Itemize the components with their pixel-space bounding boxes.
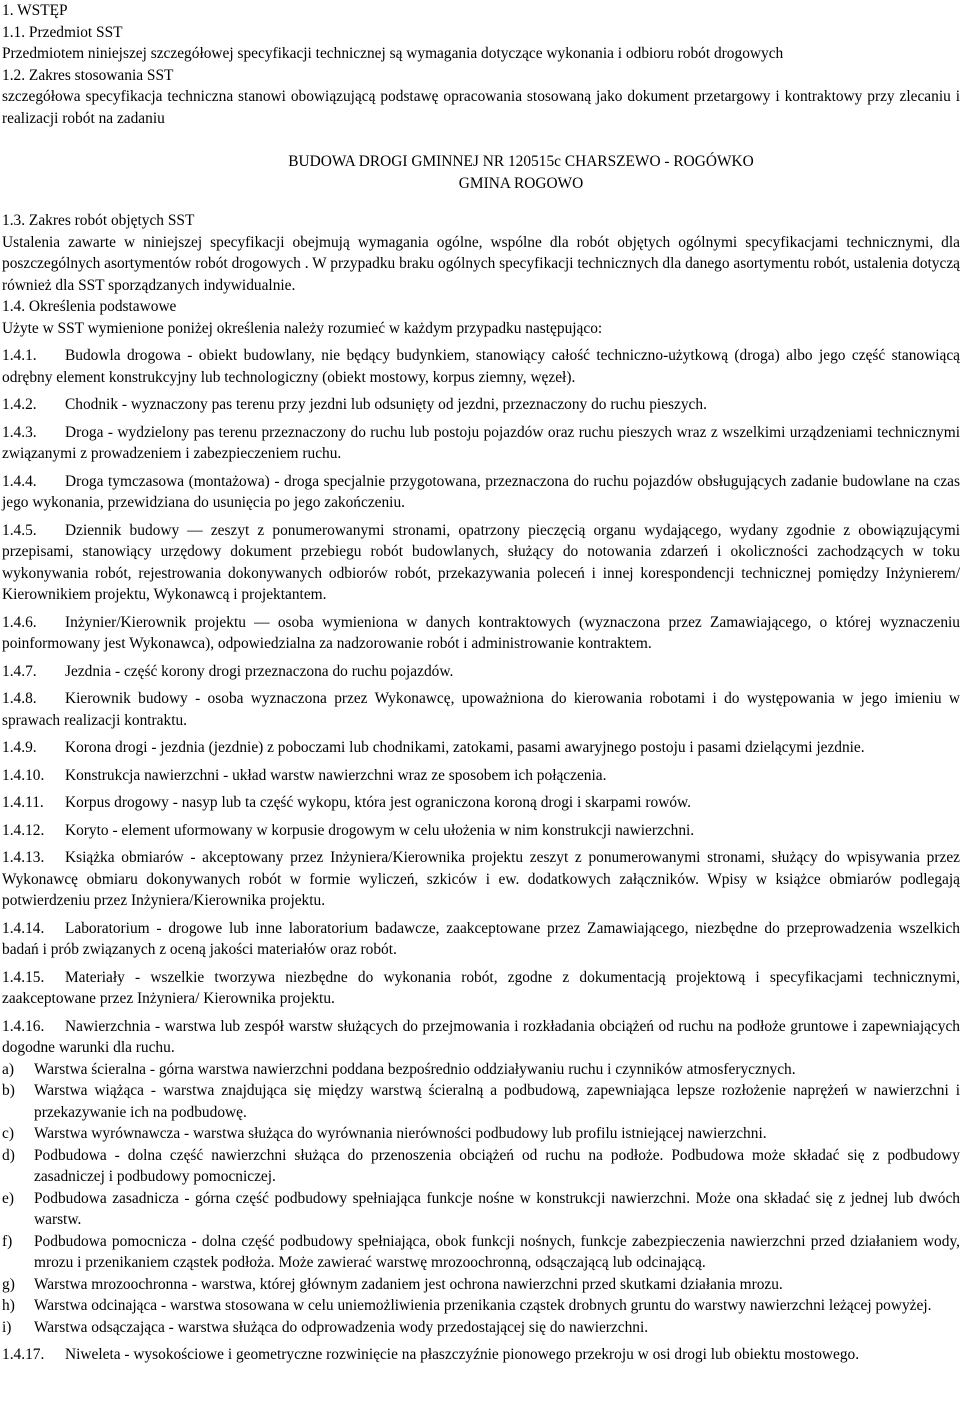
layer-label: d): [2, 1146, 15, 1164]
project-title-line2: GMINA ROGOWO: [458, 174, 584, 192]
definition-text: Droga - wydzielony pas terenu przeznaczony do ruchu lub postoju pojazdów oraz ruchu pieszych wraz z wszelkimi urządzeniami technicznymi związanymi z prowadzeniem i zabezpieczeniem ruchu.: [2, 423, 960, 462]
definition-number: 1.4.10.: [2, 766, 45, 784]
definition-item: [2, 422, 960, 465]
definition-text: Dziennik budowy — zeszyt z ponumerowanymi stronami, opatrzony pieczęcią organu wydającego, wydany zgodnie z obowiązującymi przepisami, stanowiący urzędowy dokument przebiegu robót budowlanych, służący do notowania zdarzeń i okoliczności zachodzących w toku wykonywania robót, rejestrowania dokonywanych odbiorów robót, przekazywania poleceń i innej korespondencji technicznej pomiędzy Inżynierem/ Kierownikiem projektu, Wykonawcą i projektantem.: [2, 521, 960, 603]
layer-list-item: [2, 1059, 960, 1081]
layer-list-item: [2, 1317, 960, 1339]
definition-text: Chodnik - wyznaczony pas terenu przy jezdni lub odsunięty od jezdni, przeznaczony do ruchu pieszych.: [65, 396, 707, 413]
definition-number: 1.4.17.: [2, 1346, 45, 1363]
layer-label: c): [2, 1125, 14, 1142]
definition-item: [2, 792, 960, 814]
definition-number: 1.4.15.: [2, 968, 45, 986]
definition-item: [2, 765, 960, 787]
definition-text: Koryto - element uformowany w korpusie drogowym w celu ułożenia w nim konstrukcji nawierzchni.: [65, 821, 695, 839]
definition-item: [2, 820, 960, 842]
definition-text: Droga tymczasowa (montażowa) - droga specjalnie przygotowana, przeznaczona do ruchu pojazdów obsługujących zadanie budowlane na czas jego wykonania, przewidziana do usunięcia po jego zakończeniu.: [2, 472, 960, 511]
definition-text: Konstrukcja nawierzchni - układ warstw nawierzchni wraz ze sposobem ich połączenia.: [65, 766, 607, 784]
section-heading-1: 1. WSTĘP: [2, 2, 68, 19]
layer-list-item: [2, 1188, 960, 1231]
definition-item: [2, 471, 960, 514]
definition-item: [2, 688, 960, 731]
definition-text: Nawierzchnia - warstwa lub zespół warstw służących do przejmowania i rozkładania obciążeń od ruchu na podłoże gruntowe i zapewniających dogodne warunki dla ruchu.: [2, 1017, 960, 1056]
definition-item: [2, 1016, 960, 1059]
definition-number: 1.4.7.: [2, 662, 37, 680]
layer-text: Warstwa wyrównawcza - warstwa służąca do wyrównania nierówności podbudowy lub profilu istniejącej nawierzchni.: [34, 1125, 767, 1142]
definitions-list: [2, 345, 960, 1059]
definition-number: 1.4.9.: [2, 739, 37, 756]
layer-list-item: [2, 1145, 960, 1188]
definition-text: Kierownik budowy - osoba wyznaczona przez Wykonawcę, upoważniona do kierowania robotami i do występowania w jego imieniu w sprawach realizacji kontraktu.: [2, 690, 960, 729]
definition-item: [2, 967, 960, 1010]
layer-label: g): [2, 1275, 15, 1293]
definition-text: Materiały - wszelkie tworzywa niezbędne do wykonania robót, zgodne z dokumentacją projektową i specyfikacjami technicznymi, zaakceptowane przez Inżyniera/ Kierownika projektu.: [2, 968, 960, 1007]
definition-number: 1.4.14.: [2, 919, 45, 937]
definition-item: [2, 612, 960, 655]
definition-text: Korpus drogowy - nasyp lub ta część wykopu, która jest ograniczona koroną drogi i skarpami rowów.: [65, 794, 692, 811]
layer-list-item: [2, 1123, 960, 1145]
project-title-line1: BUDOWA DROGI GMINNEJ NR 120515c CHARSZEWO - ROGÓWKO: [288, 153, 754, 170]
definition-text: Korona drogi - jezdnia (jezdnie) z poboczami lub chodnikami, zatokami, pasami awaryjnego postoju i pasami dzielącymi jezdnie.: [65, 739, 865, 756]
definition-text: Laboratorium - drogowe lub inne laboratorium badawcze, zaakceptowane przez Zamawiającego, niezbędne do przeprowadzenia wszelkich badań i prób związanych z oceną jakości materiałów oraz robót.: [2, 919, 960, 958]
definition-number: 1.4.2.: [2, 396, 37, 413]
definition-item: [2, 345, 960, 388]
layer-label: i): [2, 1318, 12, 1336]
section-heading-1-3: 1.3. Zakres robót objętych SST: [2, 212, 195, 229]
definition-item: [2, 520, 960, 606]
definition-item: [2, 661, 960, 683]
definition-item: [2, 918, 960, 961]
definition-text: Inżynier/Kierownik projektu — osoba wymieniona w danych kontraktowych (wyznaczona przez Zamawiającego, o której wyznaczeniu poinformowany jest Wykonawca), odpowiedzialna za nadzorowanie robót i administrowanie kontraktem.: [2, 613, 960, 652]
layer-list-item: [2, 1295, 960, 1317]
section-heading-1-2: 1.2. Zakres stosowania SST: [2, 66, 174, 84]
section-heading-1-1: 1.1. Przedmiot SST: [2, 23, 123, 41]
layer-text: Warstwa odsączająca - warstwa służąca do odprowadzenia wody przedostającej się do nawierzchni.: [34, 1318, 649, 1336]
section-1-4-text: Użyte w SST wymienione poniżej określenia należy rozumieć w każdym przypadku następująco:: [2, 319, 603, 337]
layer-list-item: [2, 1080, 960, 1123]
definition-text: Jezdnia - część korony drogi przeznaczona do ruchu pojazdów.: [65, 662, 454, 680]
layer-text: Podbudowa zasadnicza - górna część podbudowy spełniająca funkcje nośne w konstrukcji nawierzchni. Może ona składać się z jednej lub dwóch warstw.: [34, 1189, 960, 1228]
definition-number: 1.4.11.: [2, 794, 44, 811]
definition-number: 1.4.5.: [2, 521, 37, 539]
layer-list-item: [2, 1274, 960, 1296]
layer-text: Podbudowa - dolna część nawierzchni służąca do przenoszenia obciążeń od ruchu na podłoże. Podbudowa może składać się z podbudowy zasadniczej i podbudowy pomocniczej.: [34, 1146, 960, 1185]
layer-label: a): [2, 1060, 14, 1078]
layer-text: Warstwa wiążąca - warstwa znajdująca się między warstwą ścieralną a podbudową, zapewniająca lepsze rozłożenie naprężeń w nawierzchni i przekazywanie ich na podbudowę.: [34, 1082, 960, 1121]
layer-text: Podbudowa pomocnicza - dolna część podbudowy spełniająca, obok funkcji nośnych, funkcje zabezpieczenia nawierzchni przed działaniem wody, mrozu i przenikaniem cząstek podłoża. Może zawierać warstwę mrozoochronną, odsączającą lub odcinającą.: [34, 1232, 960, 1271]
layer-text: Warstwa mrozoochronna - warstwa, której głównym zadaniem jest ochrona nawierzchni przed skutkami działania mrozu.: [34, 1275, 783, 1293]
definition-text: Książka obmiarów - akceptowany przez Inżyniera/Kierownika projektu zeszyt z ponumerowanymi stronami, służący do wpisywania przez Wykonawcę obmiaru dokonywanych robót w formie wyliczeń, szkiców i ew. dodatkowych załączników. Wpisy w książce obmiarów podlegają potwierdzeniu przez Inżyniera/Kierownika projektu.: [2, 849, 960, 909]
layers-list: [2, 1059, 960, 1339]
definition-text: Budowla drogowa - obiekt budowlany, nie będący budynkiem, stanowiący całość techniczno-użytkową (droga) albo jego część stanowiącą odrębny element konstrukcyjny lub technologiczny (obiekt mostowy, korpus ziemny, węzeł).: [2, 347, 960, 386]
section-1-2-text: szczegółowa specyfikacja techniczna stanowi obowiązującą podstawę opracowania stosowaną jako dokument przetargowy i kontraktowy przy zlecaniu i realizacji robót na zadaniu: [2, 88, 960, 127]
definition-item: [2, 394, 960, 416]
definition-number: 1.4.1.: [2, 347, 37, 364]
definition-item: [2, 737, 960, 759]
section-1-1-text: Przedmiotem niniejszej szczegółowej specyfikacji technicznej są wymagania dotyczące wykonania i odbioru robót drogowych: [2, 45, 784, 62]
section-1-3-text: Ustalenia zawarte w niniejszej specyfikacji obejmują wymagania ogólne, wspólne dla robót objętych ogólnymi specyfikacjami technicznymi, dla poszczególnych asortymentów robót drogowych . W przypadku braku ogólnych specyfikacji technicznych dla danego asortymentu robót, ustalenia dotyczą również dla SST sporządzanych indywidualnie.: [2, 233, 960, 294]
layer-label: b): [2, 1082, 15, 1099]
section-heading-1-4: 1.4. Określenia podstawowe: [2, 298, 177, 315]
layer-label: e): [2, 1189, 14, 1207]
definition-text: Niweleta - wysokościowe i geometryczne rozwinięcie na płaszczyźnie pionowego przekroju w osi drogi lub obiektu mostowego.: [65, 1346, 860, 1363]
definition-number: 1.4.13.: [2, 849, 45, 866]
layer-text: Warstwa odcinająca - warstwa stosowana w celu uniemożliwienia przenikania cząstek drobnych gruntu do warstwy nawierzchni leżącej powyżej.: [34, 1297, 932, 1314]
definition-item: [2, 1344, 960, 1366]
definition-number: 1.4.8.: [2, 690, 37, 707]
definition-number: 1.4.16.: [2, 1017, 45, 1035]
layer-text: Warstwa ścieralna - górna warstwa nawierzchni poddana bezpośrednio oddziaływaniu ruchu i czynników atmosferycznych.: [34, 1060, 796, 1078]
layer-label: h): [2, 1297, 15, 1314]
definition-number: 1.4.6.: [2, 613, 37, 631]
definition-number: 1.4.3.: [2, 423, 37, 441]
definition-number: 1.4.12.: [2, 821, 45, 839]
definition-number: 1.4.4.: [2, 472, 37, 490]
layer-list-item: [2, 1231, 960, 1274]
definition-item: [2, 847, 960, 912]
layer-label: f): [2, 1232, 13, 1250]
